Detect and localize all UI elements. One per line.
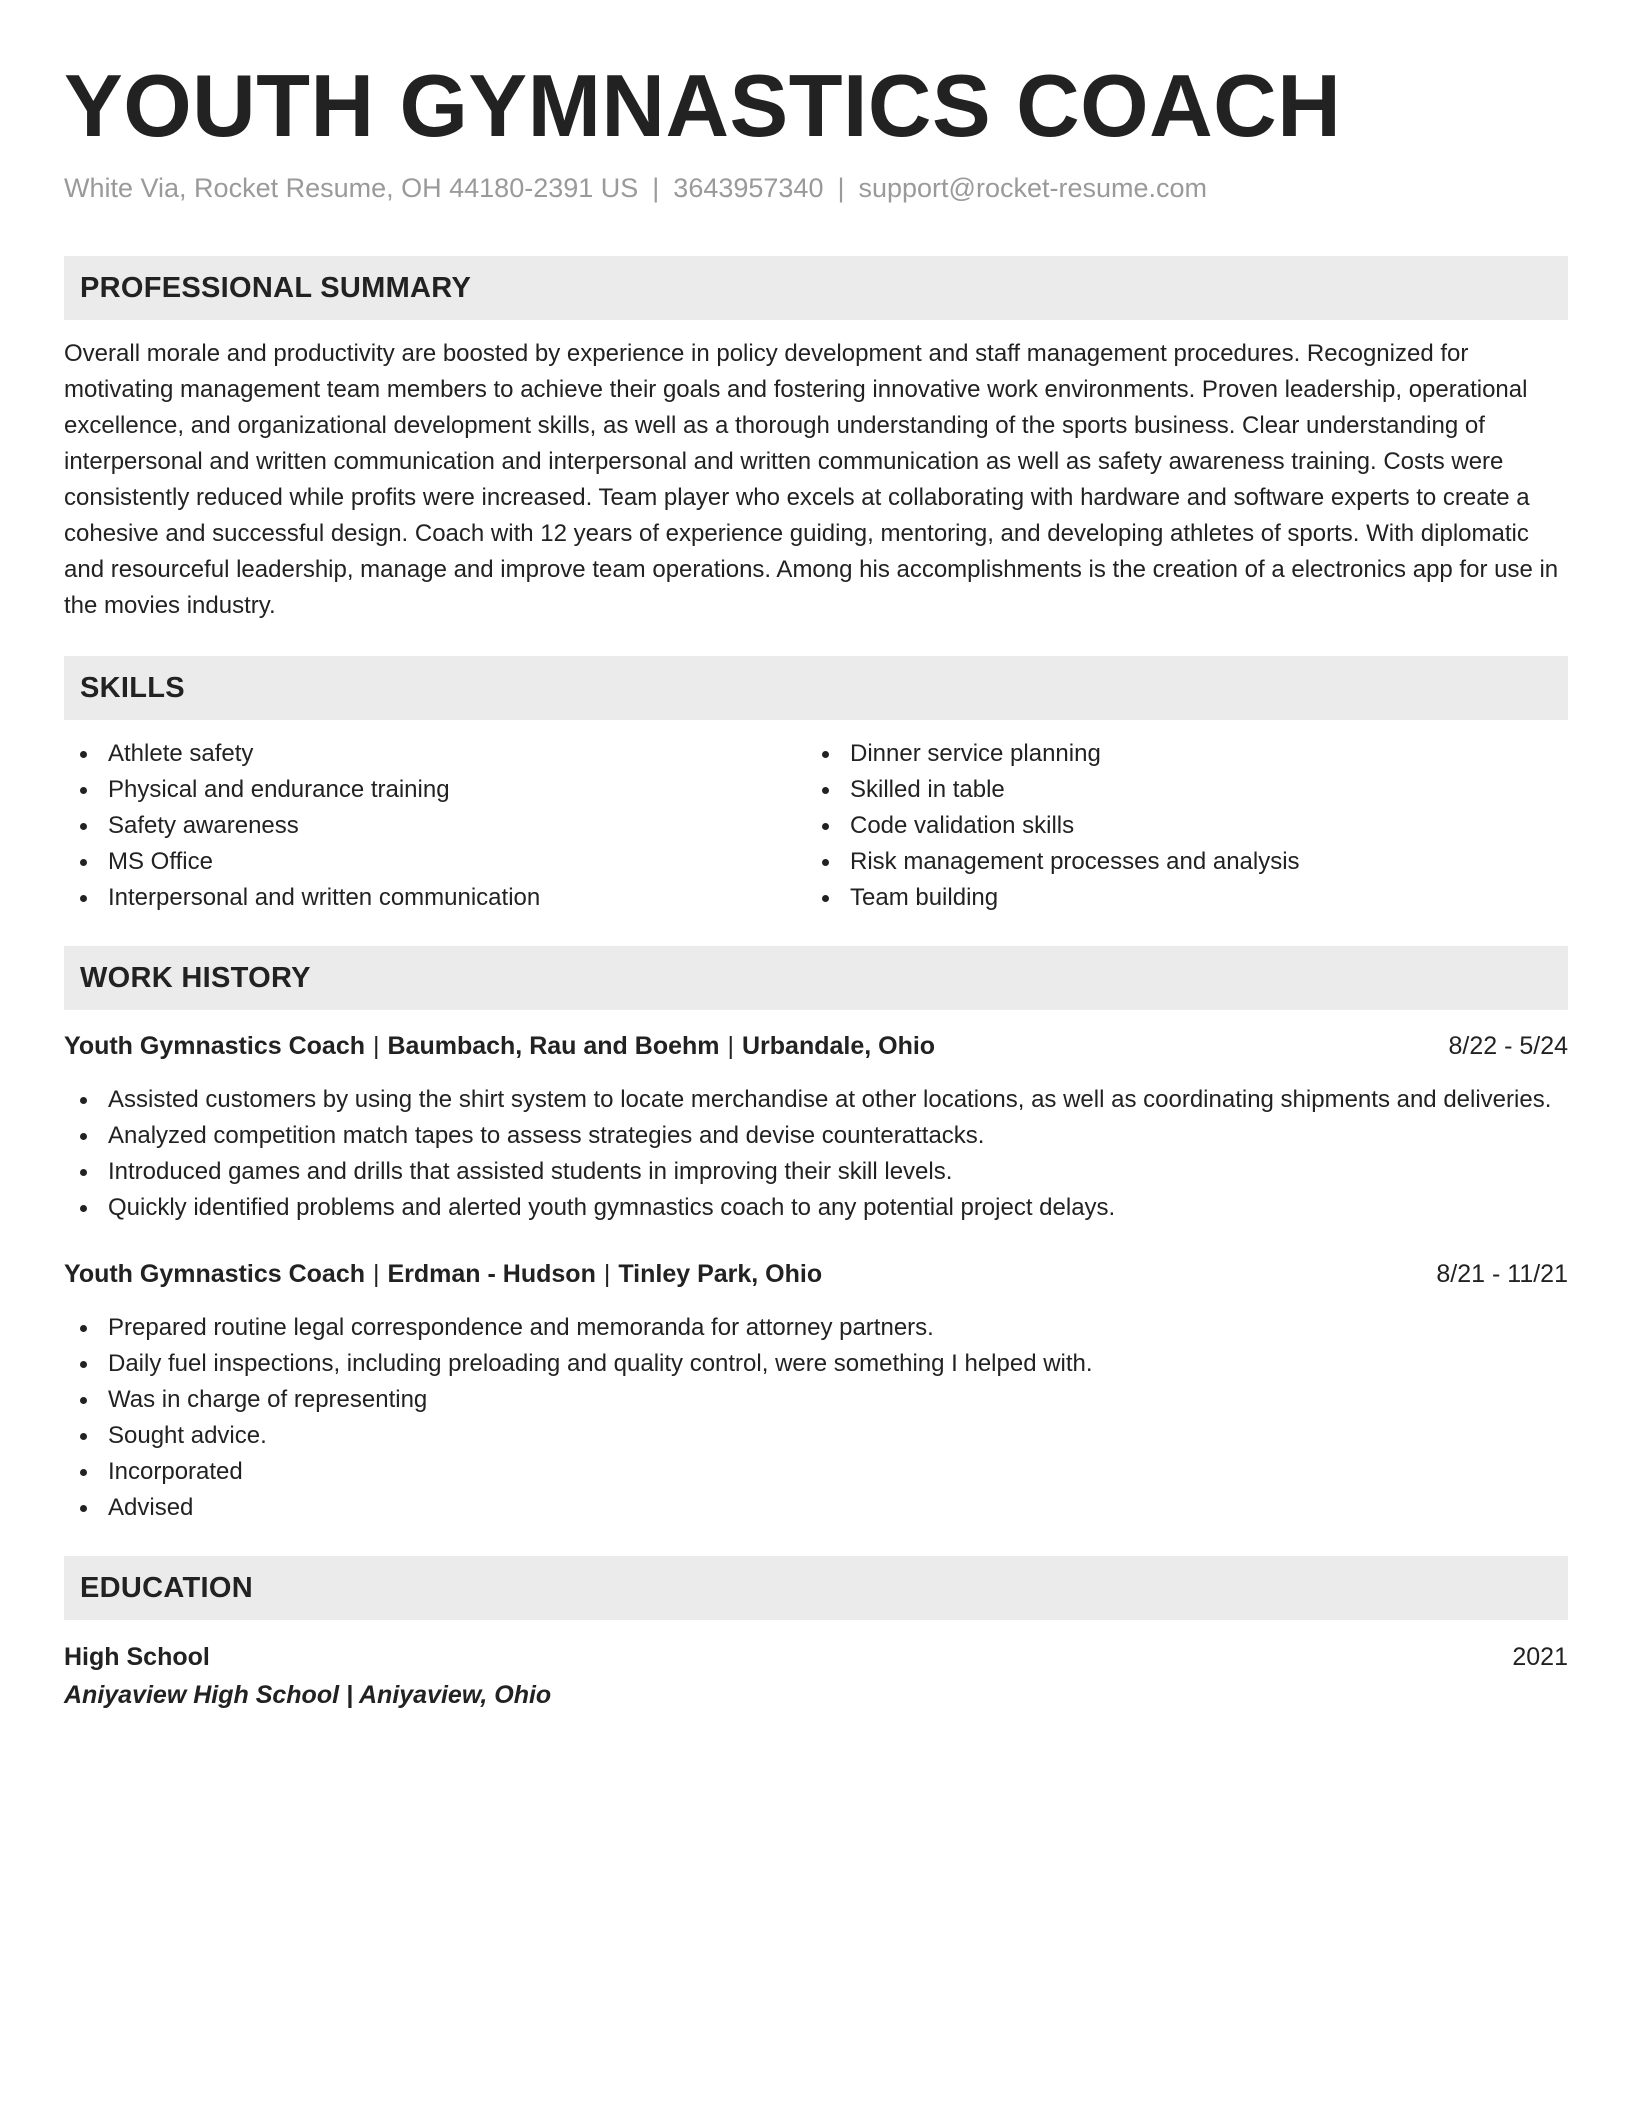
skill-item: Safety awareness <box>64 808 806 844</box>
skill-item: MS Office <box>64 844 806 880</box>
job-heading <box>64 1256 822 1292</box>
education-row <box>64 1638 1568 1676</box>
contact-phone: 3643957340 <box>673 173 824 203</box>
section-header-skills: SKILLS <box>64 656 1568 720</box>
job-separator: | <box>727 1032 734 1060</box>
job-company: Erdman - Hudson <box>387 1260 596 1288</box>
contact-separator: | <box>837 173 845 203</box>
job-company: Baumbach, Rau and Boehm <box>387 1032 720 1060</box>
summary-text: Overall morale and productivity are boosted by experience in policy development and staff management procedures. Recognized for motivating management team members to achieve their goals and fostering innovative work environments. Proven leadership, operational excellence, and organizational development skills, as well as a thorough understanding of the sports business. Clear understanding of interpersonal and written communication and interpersonal and written communication as well as safety awareness training. Costs were consistently reduced while profits were increased. Team player who excels at collaborating with hardware and software experts to create a cohesive and successful design. Coach with 12 years of experience guiding, mentoring, and developing athletes of sports. With diplomatic and resourceful leadership, manage and improve team operations. Among his accomplishments is the creation of a electronics app for use in the movies industry. <box>64 340 1559 619</box>
job-bullet: Was in charge of representing <box>64 1382 1568 1418</box>
job-header <box>64 1256 1568 1292</box>
job-bullets <box>64 1082 1568 1226</box>
job-heading <box>64 1028 935 1064</box>
job-dates: 8/21 - 11/21 <box>1436 1260 1568 1288</box>
contact-address: White Via, Rocket Resume, OH 44180-2391 US <box>64 173 639 203</box>
job-location: Tinley Park, Ohio <box>618 1260 823 1288</box>
skill-item: Dinner service planning <box>806 736 1548 772</box>
skill-item: Team building <box>806 880 1548 916</box>
section-header-summary: PROFESSIONAL SUMMARY <box>64 256 1568 320</box>
job-title: Youth Gymnastics Coach <box>64 1260 365 1288</box>
job-header <box>64 1028 1568 1064</box>
skill-item: Skilled in table <box>806 772 1548 808</box>
resume-name: YOUTH GYMNASTICS COACH <box>64 56 1342 155</box>
job-bullet: Sought advice. <box>64 1418 1568 1454</box>
skill-item: Interpersonal and written communication <box>64 880 806 916</box>
section-header-education: EDUCATION <box>64 1556 1568 1620</box>
contact-email: support@rocket-resume.com <box>858 173 1208 203</box>
skills-column-left <box>64 736 806 916</box>
job-bullet: Advised <box>64 1490 1568 1526</box>
contact-separator: | <box>652 173 660 203</box>
job-bullets <box>64 1310 1568 1526</box>
job-separator: | <box>373 1032 380 1060</box>
job-bullet: Daily fuel inspections, including preloading and quality control, were something I helped with. <box>64 1346 1568 1382</box>
skill-item: Risk management processes and analysis <box>806 844 1548 880</box>
job-bullet: Incorporated <box>64 1454 1568 1490</box>
job-separator: | <box>373 1260 380 1288</box>
section-header-work-history: WORK HISTORY <box>64 946 1568 1010</box>
job-bullet: Assisted customers by using the shirt system to locate merchandise at other locations, as well as coordinating shipments and deliveries. <box>64 1082 1568 1118</box>
skill-item: Code validation skills <box>806 808 1548 844</box>
job-bullet: Quickly identified problems and alerted youth gymnastics coach to any potential project delays. <box>64 1190 1568 1226</box>
skills-column-right <box>806 736 1548 916</box>
education-year: 2021 <box>1512 1643 1568 1671</box>
skill-item: Physical and endurance training <box>64 772 806 808</box>
skill-item: Athlete safety <box>64 736 806 772</box>
job-separator: | <box>603 1260 611 1288</box>
job-bullet: Prepared routine legal correspondence and memoranda for attorney partners. <box>64 1310 1568 1346</box>
job-dates: 8/22 - 5/24 <box>1448 1032 1568 1060</box>
job-bullet: Analyzed competition match tapes to assess strategies and devise counterattacks. <box>64 1118 1568 1154</box>
job-bullet: Introduced games and drills that assisted students in improving their skill levels. <box>64 1154 1568 1190</box>
contact-line <box>64 170 1568 206</box>
education-degree: High School <box>64 1643 210 1671</box>
resume-page <box>64 56 1568 1714</box>
job-location: Urbandale, Ohio <box>742 1032 936 1060</box>
job-title: Youth Gymnastics Coach <box>64 1032 365 1060</box>
education-school: Aniyaview High School | Aniyaview, Ohio <box>64 1681 552 1709</box>
skills-grid <box>64 736 1568 916</box>
